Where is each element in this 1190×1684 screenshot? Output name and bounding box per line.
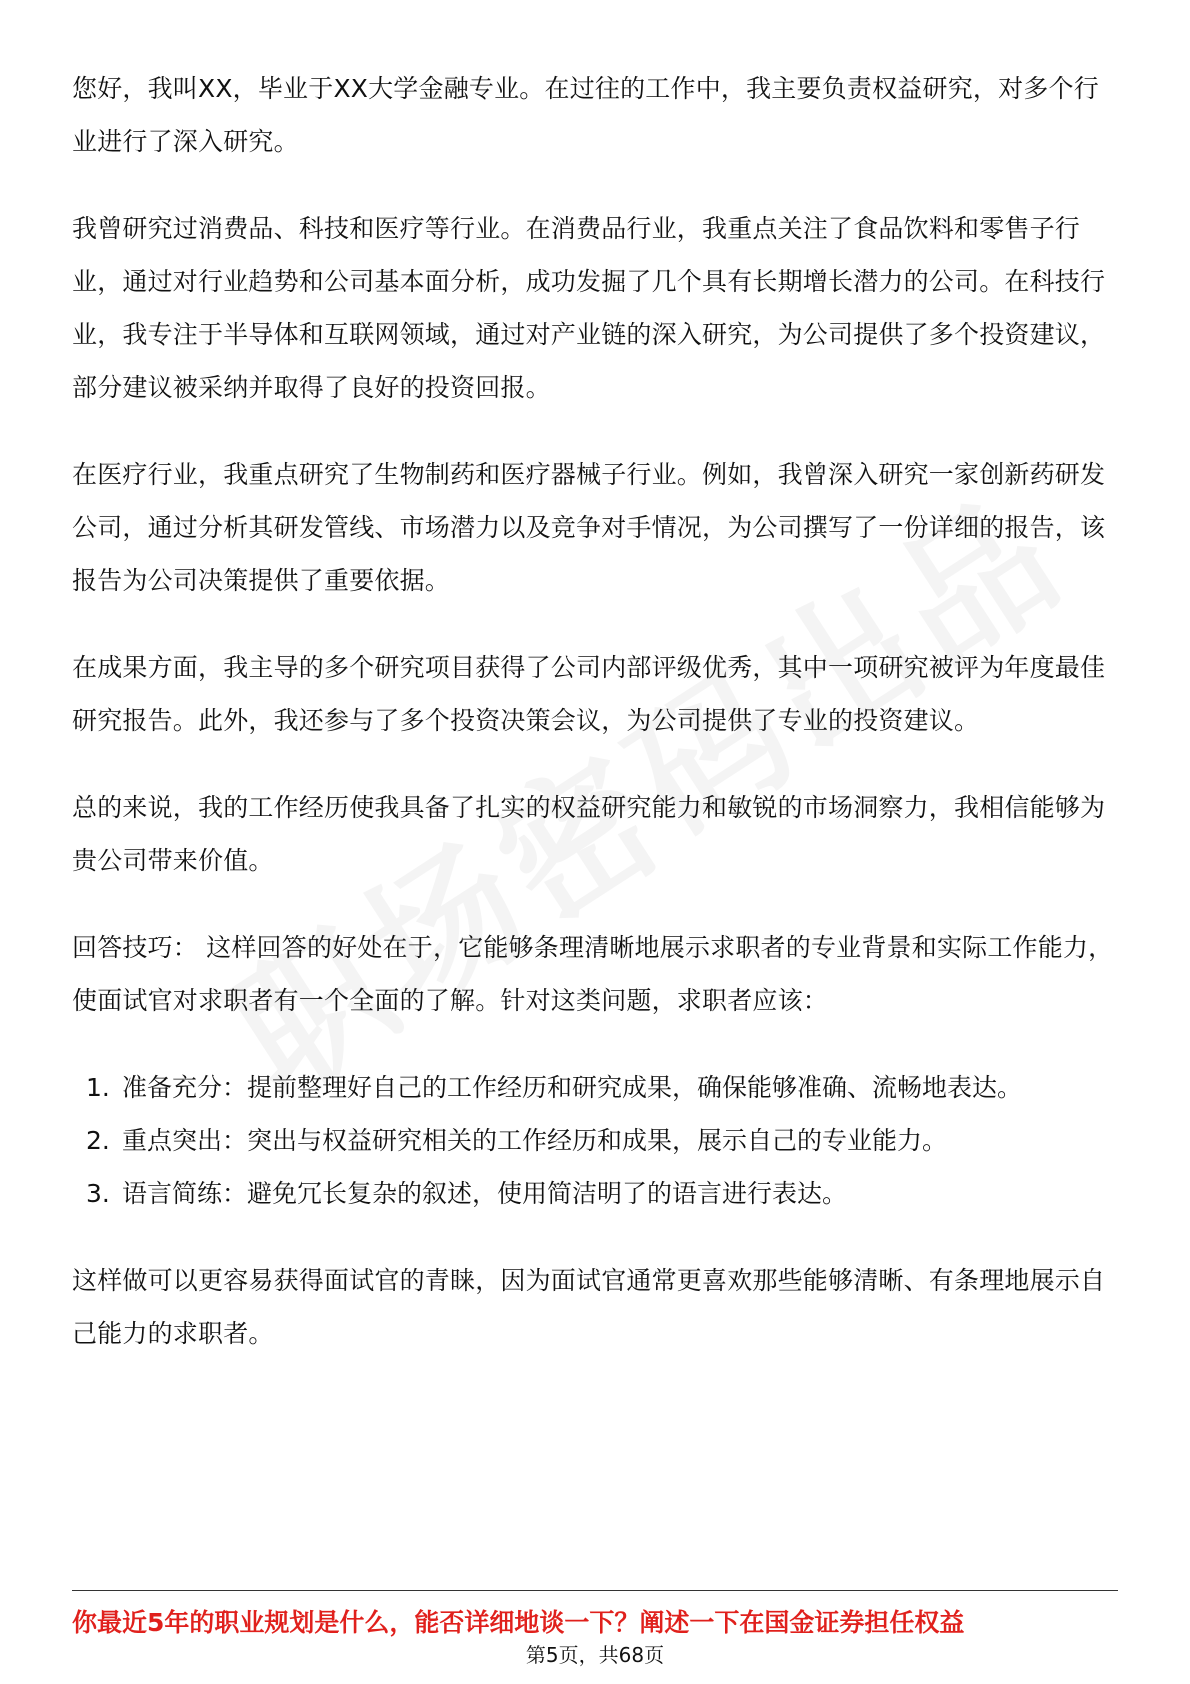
medical-paragraph: 在医疗行业，我重点研究了生物制药和医疗器械子行业。例如，我曾深入研究一家创新药研发公司，通过分析其研发管线、市场潜力以及竞争对手情况，为公司撰写了一份详细的报告，该报告为公司决策提供了重要依据。 <box>72 460 1106 595</box>
section-divider <box>72 1590 1118 1591</box>
tips-list <box>72 1061 1118 1220</box>
list-item <box>72 1167 1118 1220</box>
achievement-paragraph: 在成果方面，我主导的多个研究项目获得了公司内部评级优秀，其中一项研究被评为年度最佳研究报告。此外，我还参与了多个投资决策会议，为公司提供了专业的投资建议。 <box>72 653 1106 735</box>
list-number: 2. <box>86 1126 110 1155</box>
next-question-heading: 你最近5年的职业规划是什么，能否详细地谈一下？阐述一下在国金证券担任权益 <box>72 1608 965 1637</box>
list-text: 语言简练：避免冗长复杂的叙述，使用简洁明了的语言进行表达。 <box>122 1179 848 1208</box>
closing-paragraph: 这样做可以更容易获得面试官的青睐，因为面试官通常更喜欢那些能够清晰、有条理地展示自己能力的求职者。 <box>72 1266 1106 1348</box>
list-item <box>72 1114 1118 1167</box>
list-number: 1. <box>86 1073 110 1102</box>
intro-paragraph: 您好，我叫XX，毕业于XX大学金融专业。在过往的工作中，我主要负责权益研究，对多个行业进行了深入研究。 <box>72 74 1099 156</box>
list-text: 准备充分：提前整理好自己的工作经历和研究成果，确保能够准确、流畅地表达。 <box>122 1073 1023 1102</box>
list-number: 3. <box>86 1179 110 1208</box>
page-content <box>72 62 1118 1394</box>
page-number: 第5页，共68页 <box>525 1643 665 1667</box>
tips-intro-paragraph: 回答技巧： 这样回答的好处在于，它能够条理清晰地展示求职者的专业背景和实际工作能力，使面试官对求职者有一个全面的了解。针对这类问题，求职者应该： <box>72 933 1114 1015</box>
experience-paragraph: 我曾研究过消费品、科技和医疗等行业。在消费品行业，我重点关注了食品饮料和零售子行业，通过对行业趋势和公司基本面分析，成功发掘了几个具有长期增长潜力的公司。在科技行业，我专注于半导体和互联网领域，通过对产业链的深入研究，为公司提供了多个投资建议，部分建议被采纳并取得了良好的投资回报。 <box>72 214 1106 402</box>
summary-paragraph: 总的来说，我的工作经历使我具备了扎实的权益研究能力和敏锐的市场洞察力，我相信能够为贵公司带来价值。 <box>72 793 1106 875</box>
list-item <box>72 1061 1118 1114</box>
list-text: 重点突出：突出与权益研究相关的工作经历和成果，展示自己的专业能力。 <box>122 1126 948 1155</box>
